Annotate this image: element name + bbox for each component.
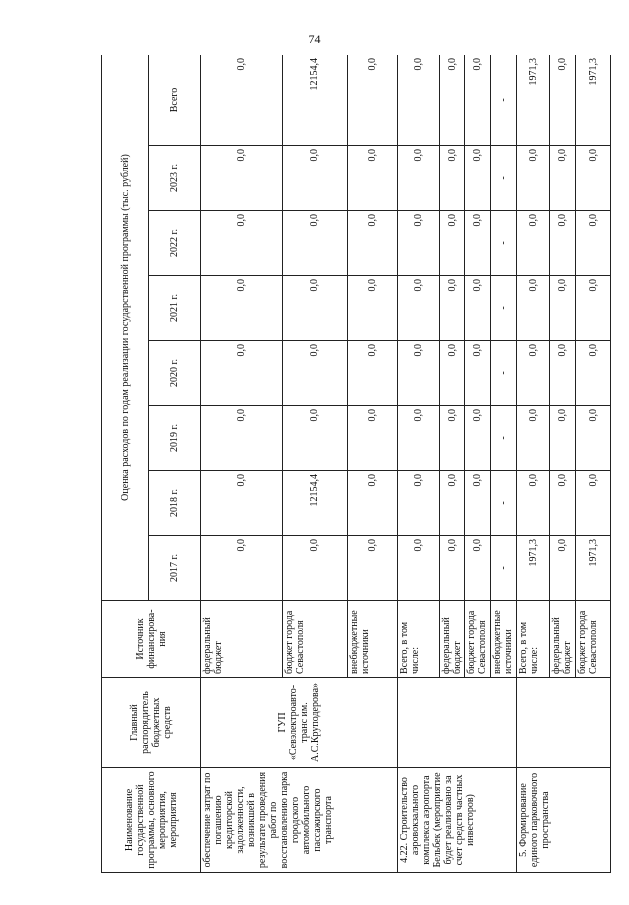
value-cell: 0,0: [576, 146, 611, 211]
header-name: Наименование государственной программы, основного мероприятия, мероприятия: [102, 768, 201, 873]
value-cell: 0,0: [397, 276, 439, 341]
value-cell: 0,0: [347, 341, 397, 406]
value-cell: -: [491, 341, 517, 406]
total-cell: 0,0: [397, 55, 439, 146]
value-cell: 0,0: [516, 146, 550, 211]
value-cell: 0,0: [397, 406, 439, 471]
value-cell: 0,0: [439, 276, 465, 341]
value-cell: 0,0: [516, 341, 550, 406]
header-source: Источник финансирова-ния: [102, 601, 201, 678]
value-cell: 0,0: [201, 536, 283, 601]
source-cell: бюджет города Севастополя: [283, 601, 348, 678]
source-cell: федеральный бюджет: [201, 601, 283, 678]
measure-name-cell: 4.22. Строительство аэровокзального комплекса аэропорта Бельбек (мероприятие будет реализовано за счет средств частных инвесторов): [397, 768, 516, 873]
source-cell: внебюджетные источники: [347, 601, 397, 678]
value-cell: -: [491, 146, 517, 211]
header-year: 2023 г.: [149, 146, 201, 211]
total-cell: -: [491, 55, 517, 146]
header-estimate: Оценка расходов по годам реализации государственной программы (тыс. рублей): [102, 55, 149, 601]
rotated-table-container: [101, 55, 611, 873]
value-cell: 0,0: [201, 211, 283, 276]
value-cell: -: [491, 211, 517, 276]
value-cell: 0,0: [576, 406, 611, 471]
value-cell: 0,0: [439, 146, 465, 211]
value-cell: 0,0: [201, 146, 283, 211]
value-cell: 0,0: [439, 406, 465, 471]
value-cell: 0,0: [550, 471, 576, 536]
value-cell: 0,0: [465, 341, 491, 406]
value-cell: 0,0: [201, 341, 283, 406]
value-cell: 0,0: [397, 536, 439, 601]
source-cell: Всего, в том числе:: [516, 601, 550, 678]
value-cell: 0,0: [576, 276, 611, 341]
table-row: [397, 55, 439, 873]
table-row: [201, 55, 283, 873]
source-cell: Всего, в том числе:: [397, 601, 439, 678]
manager-cell: [397, 678, 516, 768]
value-cell: 0,0: [347, 406, 397, 471]
total-cell: 0,0: [550, 55, 576, 146]
value-cell: -: [491, 276, 517, 341]
header-year: 2020 г.: [149, 341, 201, 406]
value-cell: 0,0: [439, 211, 465, 276]
value-cell: 0,0: [397, 146, 439, 211]
source-cell: федеральный бюджет: [550, 601, 576, 678]
value-cell: 0,0: [201, 406, 283, 471]
value-cell: 0,0: [550, 341, 576, 406]
value-cell: 12154,4: [283, 471, 348, 536]
value-cell: 0,0: [439, 471, 465, 536]
value-cell: 0,0: [576, 341, 611, 406]
measure-name-cell: 5. Формирование единого парковочного пространства: [516, 768, 610, 873]
value-cell: 0,0: [347, 146, 397, 211]
value-cell: 0,0: [397, 211, 439, 276]
value-cell: 0,0: [465, 211, 491, 276]
value-cell: 0,0: [347, 276, 397, 341]
table-body: [201, 55, 611, 873]
table-rotation-wrapper: [101, 55, 611, 873]
value-cell: 0,0: [397, 471, 439, 536]
value-cell: 0,0: [516, 211, 550, 276]
page-number: 74: [308, 32, 321, 46]
value-cell: 0,0: [465, 276, 491, 341]
source-cell: федеральный бюджет: [439, 601, 465, 678]
value-cell: 0,0: [347, 536, 397, 601]
measure-name-cell: обеспечение затрат по погашению кредиторской задолженности, возникшей в результате проведения работ по восстановлению парка городского автомобильного пассажирского транспорта: [201, 768, 398, 873]
value-cell: 0,0: [465, 406, 491, 471]
value-cell: 0,0: [550, 536, 576, 601]
header-year: 2017 г.: [149, 536, 201, 601]
value-cell: 0,0: [550, 211, 576, 276]
value-cell: 0,0: [550, 406, 576, 471]
value-cell: 0,0: [201, 276, 283, 341]
header-manager: Главный распорядитель бюджетных средств: [102, 678, 201, 768]
header-total: Всего: [149, 55, 201, 146]
value-cell: 1971,3: [516, 536, 550, 601]
value-cell: 0,0: [439, 341, 465, 406]
value-cell: 0,0: [439, 536, 465, 601]
value-cell: 0,0: [283, 146, 348, 211]
header-year: 2022 г.: [149, 211, 201, 276]
header-year: 2018 г.: [149, 471, 201, 536]
value-cell: -: [491, 536, 517, 601]
value-cell: 0,0: [283, 276, 348, 341]
total-cell: 1971,3: [516, 55, 550, 146]
value-cell: 0,0: [576, 471, 611, 536]
value-cell: 0,0: [516, 276, 550, 341]
value-cell: 0,0: [283, 536, 348, 601]
header-year: 2021 г.: [149, 276, 201, 341]
total-cell: 0,0: [201, 55, 283, 146]
total-cell: 0,0: [439, 55, 465, 146]
value-cell: 0,0: [283, 406, 348, 471]
total-cell: 0,0: [347, 55, 397, 146]
value-cell: 0,0: [397, 341, 439, 406]
value-cell: 0,0: [576, 211, 611, 276]
source-cell: бюджет города Севастополя: [576, 601, 611, 678]
table-header: [102, 55, 201, 873]
value-cell: -: [491, 406, 517, 471]
value-cell: 0,0: [550, 146, 576, 211]
value-cell: 1971,3: [576, 536, 611, 601]
total-cell: 0,0: [465, 55, 491, 146]
value-cell: 0,0: [347, 471, 397, 536]
value-cell: 0,0: [283, 211, 348, 276]
manager-cell: ГУП «Севэлектроавто-транс им. А.С.Круподерова»: [201, 678, 398, 768]
value-cell: 0,0: [550, 276, 576, 341]
value-cell: 0,0: [465, 536, 491, 601]
source-cell: бюджет города Севастополя: [465, 601, 491, 678]
value-cell: 0,0: [465, 146, 491, 211]
table-row: [516, 55, 550, 873]
value-cell: 0,0: [283, 341, 348, 406]
value-cell: 0,0: [516, 406, 550, 471]
value-cell: 0,0: [347, 211, 397, 276]
value-cell: 0,0: [201, 471, 283, 536]
source-cell: внебюджетные источники: [491, 601, 517, 678]
total-cell: 1971,3: [576, 55, 611, 146]
value-cell: 0,0: [516, 471, 550, 536]
total-cell: 12154,4: [283, 55, 348, 146]
header-year: 2019 г.: [149, 406, 201, 471]
value-cell: -: [491, 471, 517, 536]
budget-table: [101, 55, 611, 873]
manager-cell: [516, 678, 610, 768]
value-cell: 0,0: [465, 471, 491, 536]
